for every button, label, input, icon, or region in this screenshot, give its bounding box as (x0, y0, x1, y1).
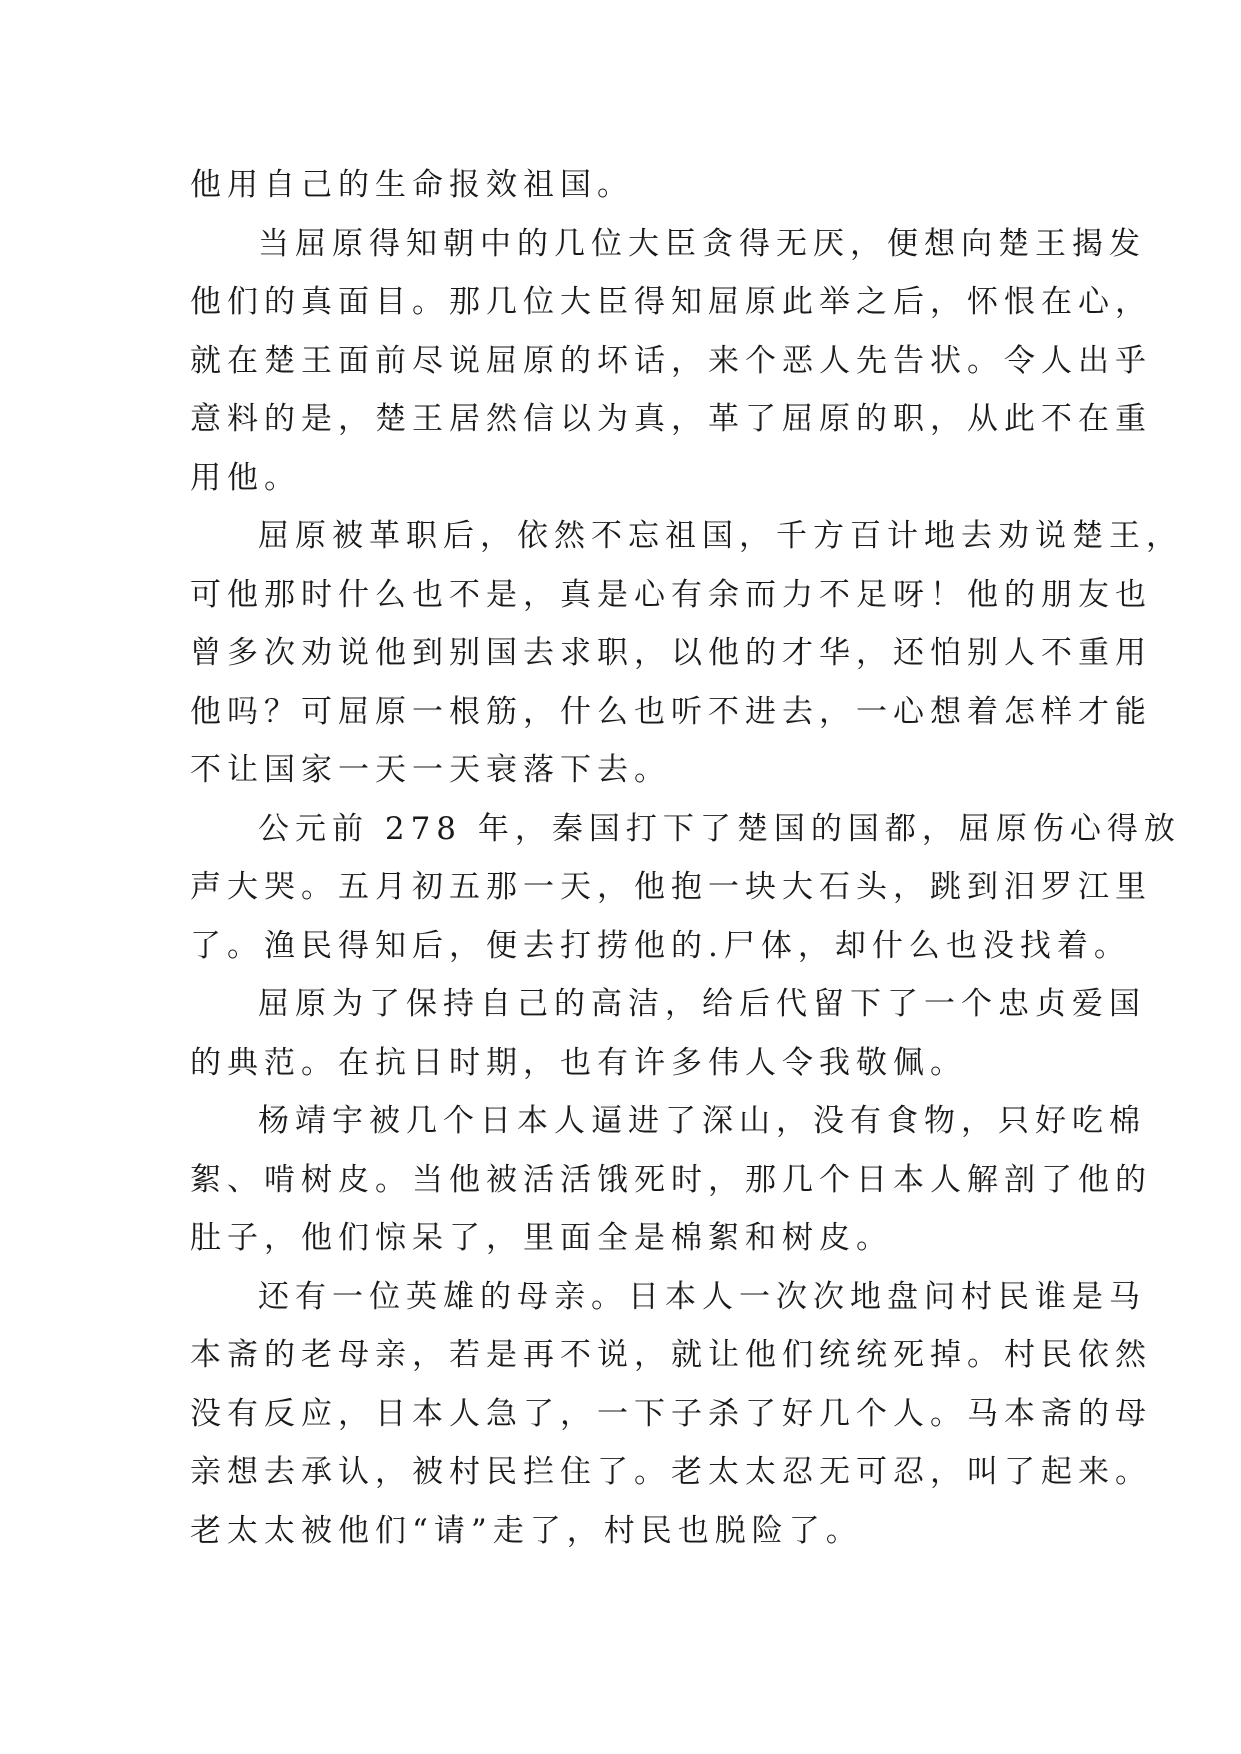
text-line: 了。渔民得知后，便去打捞他的.尸体，却什么也没找着。 (190, 927, 1131, 964)
paragraph-start-line: 当屈原得知朝中的几位大臣贪得无厌，便想向楚王揭发 (258, 225, 1146, 262)
paragraph-start-line: 公元前 278 年，秦国打下了楚国的国都，屈原伤心得放 (258, 810, 1181, 847)
text-line: 没有反应，日本人急了，一下子杀了好几个人。马本斋的母 (190, 1395, 1152, 1432)
text-line: 亲想去承认，被村民拦住了。老太太忍无可忍，叫了起来。 (190, 1454, 1152, 1490)
paragraph-start-line: 还有一位英雄的母亲。日本人一次次地盘问村民谁是马 (258, 1278, 1146, 1315)
paragraph-start-line: 杨靖宇被几个日本人逼进了深山，没有食物，只好吃棉 (258, 1103, 1146, 1139)
text-line: 的典范。在抗日时期，也有许多伟人令我敬佩。 (190, 1044, 967, 1081)
text-line: 不让国家一天一天衰落下去。 (190, 752, 671, 788)
paragraph-start-line: 屈原为了保持自己的高洁，给后代留下了一个忠贞爱国 (258, 986, 1146, 1022)
text-line: 就在楚王面前尽说屈原的坏话，来个恶人先告状。令人出乎 (190, 342, 1152, 379)
text-line: 肚子，他们惊呆了，里面全是棉絮和树皮。 (190, 1220, 893, 1256)
text-line: 他吗？可屈原一根筋，什么也听不进去，一心想着怎样才能 (190, 693, 1152, 730)
text-line: 老太太被他们“请”走了，村民也脱险了。 (190, 1512, 863, 1549)
paragraph-start-line: 屈原被革职后，依然不忘祖国，千方百计地去劝说楚王， (258, 518, 1183, 554)
text-line: 用他。 (190, 459, 301, 496)
text-line: 他用自己的生命报效祖国。 (190, 167, 634, 203)
text-line: 他们的真面目。那几位大臣得知屈原此举之后，怀恨在心， (190, 284, 1152, 320)
text-line: 意料的是，楚王居然信以为真，革了屈原的职，从此不在重 (190, 401, 1152, 437)
body-text (190, 156, 1183, 1560)
text-line: 絮、啃树皮。当他被活活饿死时，那几个日本人解剖了他的 (190, 1161, 1152, 1198)
text-line: 声大哭。五月初五那一天，他抱一块大石头，跳到汨罗江里 (190, 869, 1152, 905)
text-line: 曾多次劝说他到别国去求职，以他的才华，还怕别人不重用 (190, 635, 1152, 671)
text-line: 可他那时什么也不是，真是心有余而力不足呀！他的朋友也 (190, 576, 1152, 613)
text-line: 本斋的老母亲，若是再不说，就让他们统统死掉。村民依然 (190, 1337, 1152, 1373)
